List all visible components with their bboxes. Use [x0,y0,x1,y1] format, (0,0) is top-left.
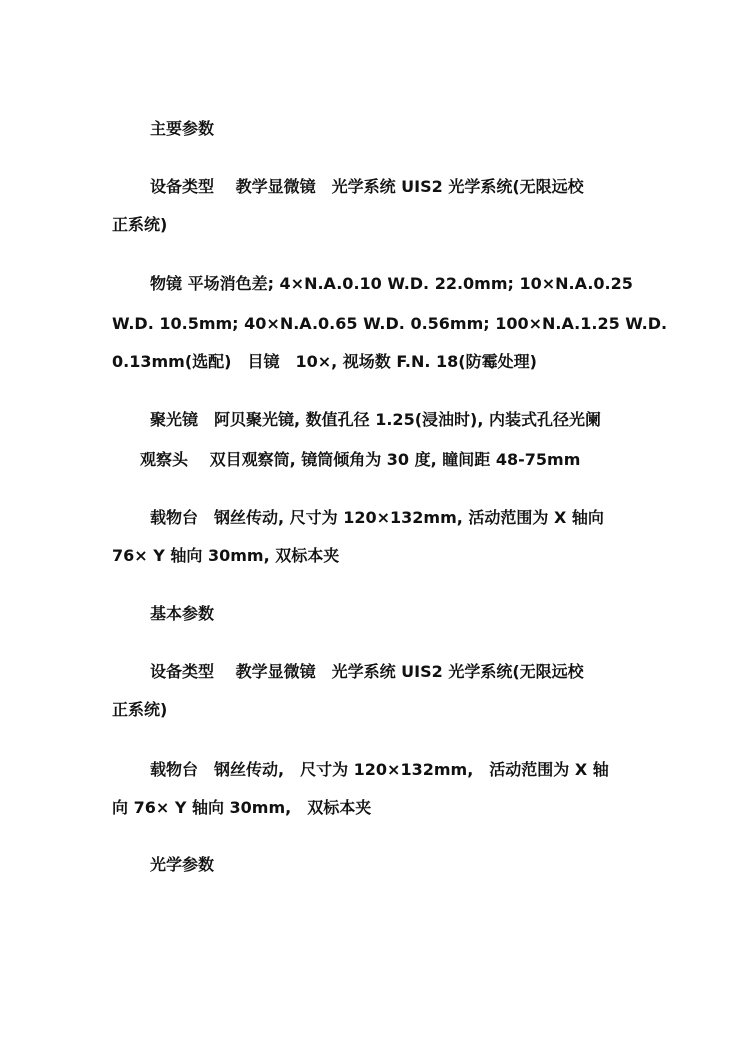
main-stage-line1: 载物台 钢丝传动, 尺寸为 120×132mm, 活动范围为 X 轴向 [150,508,604,527]
section-heading-optical-params: 光学参数 [150,855,215,874]
main-objective-line2: W.D. 10.5mm; 40×N.A.0.65 W.D. 0.56mm; 100×N.A.1.25 W.D. [112,314,668,333]
section-heading-main-params: 主要参数 [150,119,215,138]
main-device-type-line2: 正系统) [112,215,168,234]
main-observation-head-line: 观察头 双目观察筒, 镜筒倾角为 30 度, 瞳间距 48-75mm [140,450,581,469]
main-objective-line3: 0.13mm(选配) 目镜 10×, 视场数 F.N. 18(防霉处理) [112,352,537,371]
main-device-type-line1: 设备类型 教学显微镜 光学系统 UIS2 光学系统(无限远校 [150,177,584,196]
basic-stage-line2: 向 76× Y 轴向 30mm, 双标本夹 [112,798,372,817]
basic-stage-line1: 载物台 钢丝传动, 尺寸为 120×132mm, 活动范围为 X 轴 [150,760,609,779]
main-objective-line1: 物镜 平场消色差; 4×N.A.0.10 W.D. 22.0mm; 10×N.A.0.25 [150,274,633,293]
main-stage-line2: 76× Y 轴向 30mm, 双标本夹 [112,546,340,565]
basic-device-type-line2: 正系统) [112,700,168,719]
basic-device-type-line1: 设备类型 教学显微镜 光学系统 UIS2 光学系统(无限远校 [150,662,584,681]
section-heading-basic-params: 基本参数 [150,604,215,623]
main-condenser-line: 聚光镜 阿贝聚光镜, 数值孔径 1.25(浸油时), 内装式孔径光阑 [150,410,601,429]
